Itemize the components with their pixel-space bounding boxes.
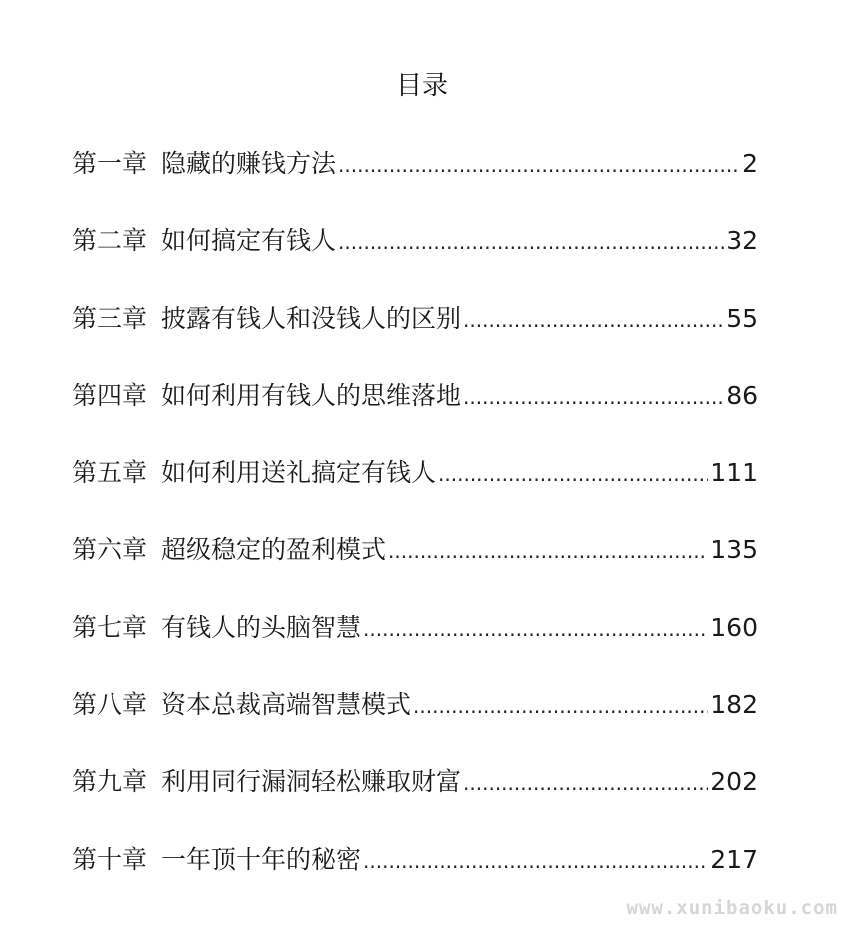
toc-chapter-name: 利用同行漏洞轻松赚取财富 <box>161 767 462 797</box>
toc-page-number: 55 <box>726 303 758 333</box>
toc-chapter-name: 如何搞定有钱人 <box>161 226 337 256</box>
toc-list <box>72 139 758 912</box>
toc-chapter-name: 隐藏的赚钱方法 <box>161 149 337 178</box>
toc-page-number: 217 <box>710 844 758 874</box>
toc-entry-9 <box>72 757 758 834</box>
toc-chapter-number: 第一章 <box>72 149 148 178</box>
toc-chapter-name: 如何利用有钱人的思维落地 <box>161 380 462 410</box>
toc-dot-leader <box>413 681 708 731</box>
toc-page-number: 111 <box>710 458 758 488</box>
toc-chapter-name: 一年顶十年的秘密 <box>161 844 362 874</box>
toc-page-number: 160 <box>710 612 758 642</box>
watermark: www.xunibaoku.com <box>626 897 838 919</box>
toc-chapter-number: 第三章 <box>72 303 148 333</box>
toc-chapter-number: 第七章 <box>72 612 148 642</box>
toc-chapter-number: 第八章 <box>72 690 148 720</box>
toc-page-number: 86 <box>726 380 758 410</box>
toc-dot-leader <box>463 372 724 422</box>
toc-dot-leader <box>388 526 708 576</box>
toc-entry-3 <box>72 294 758 371</box>
toc-entry-8 <box>72 680 758 757</box>
toc-entry-7 <box>72 603 758 680</box>
toc-chapter-name: 披露有钱人和没钱人的区别 <box>161 303 462 333</box>
toc-page-number: 182 <box>710 690 758 720</box>
toc-page-number: 202 <box>710 767 758 797</box>
toc-chapter-number: 第九章 <box>72 767 148 797</box>
toc-chapter-number: 第六章 <box>72 535 148 565</box>
toc-dot-leader <box>363 836 708 886</box>
toc-chapter-number: 第五章 <box>72 458 148 488</box>
toc-entry-6 <box>72 525 758 602</box>
toc-dot-leader <box>363 604 708 654</box>
toc-chapter-number: 第十章 <box>72 844 148 874</box>
toc-page-number: 2 <box>742 149 758 178</box>
toc-entry-5 <box>72 448 758 525</box>
toc-dot-leader <box>463 295 724 345</box>
toc-chapter-number: 第四章 <box>72 380 148 410</box>
toc-page-number: 135 <box>710 535 758 565</box>
toc-title: 目录 <box>395 71 448 101</box>
toc-entry-1 <box>72 139 758 216</box>
toc-page-number: 32 <box>726 226 758 256</box>
toc-entry-2 <box>72 216 758 293</box>
toc-dot-leader <box>463 758 708 808</box>
toc-chapter-name: 有钱人的头脑智慧 <box>161 612 362 642</box>
toc-dot-leader <box>438 449 708 499</box>
toc-chapter-number: 第二章 <box>72 226 148 256</box>
toc-chapter-name: 如何利用送礼搞定有钱人 <box>161 458 437 488</box>
toc-dot-leader <box>338 217 724 267</box>
toc-entry-4 <box>72 371 758 448</box>
toc-dot-leader <box>338 140 740 190</box>
toc-chapter-name: 资本总裁高端智慧模式 <box>161 690 412 720</box>
toc-chapter-name: 超级稳定的盈利模式 <box>161 535 387 565</box>
